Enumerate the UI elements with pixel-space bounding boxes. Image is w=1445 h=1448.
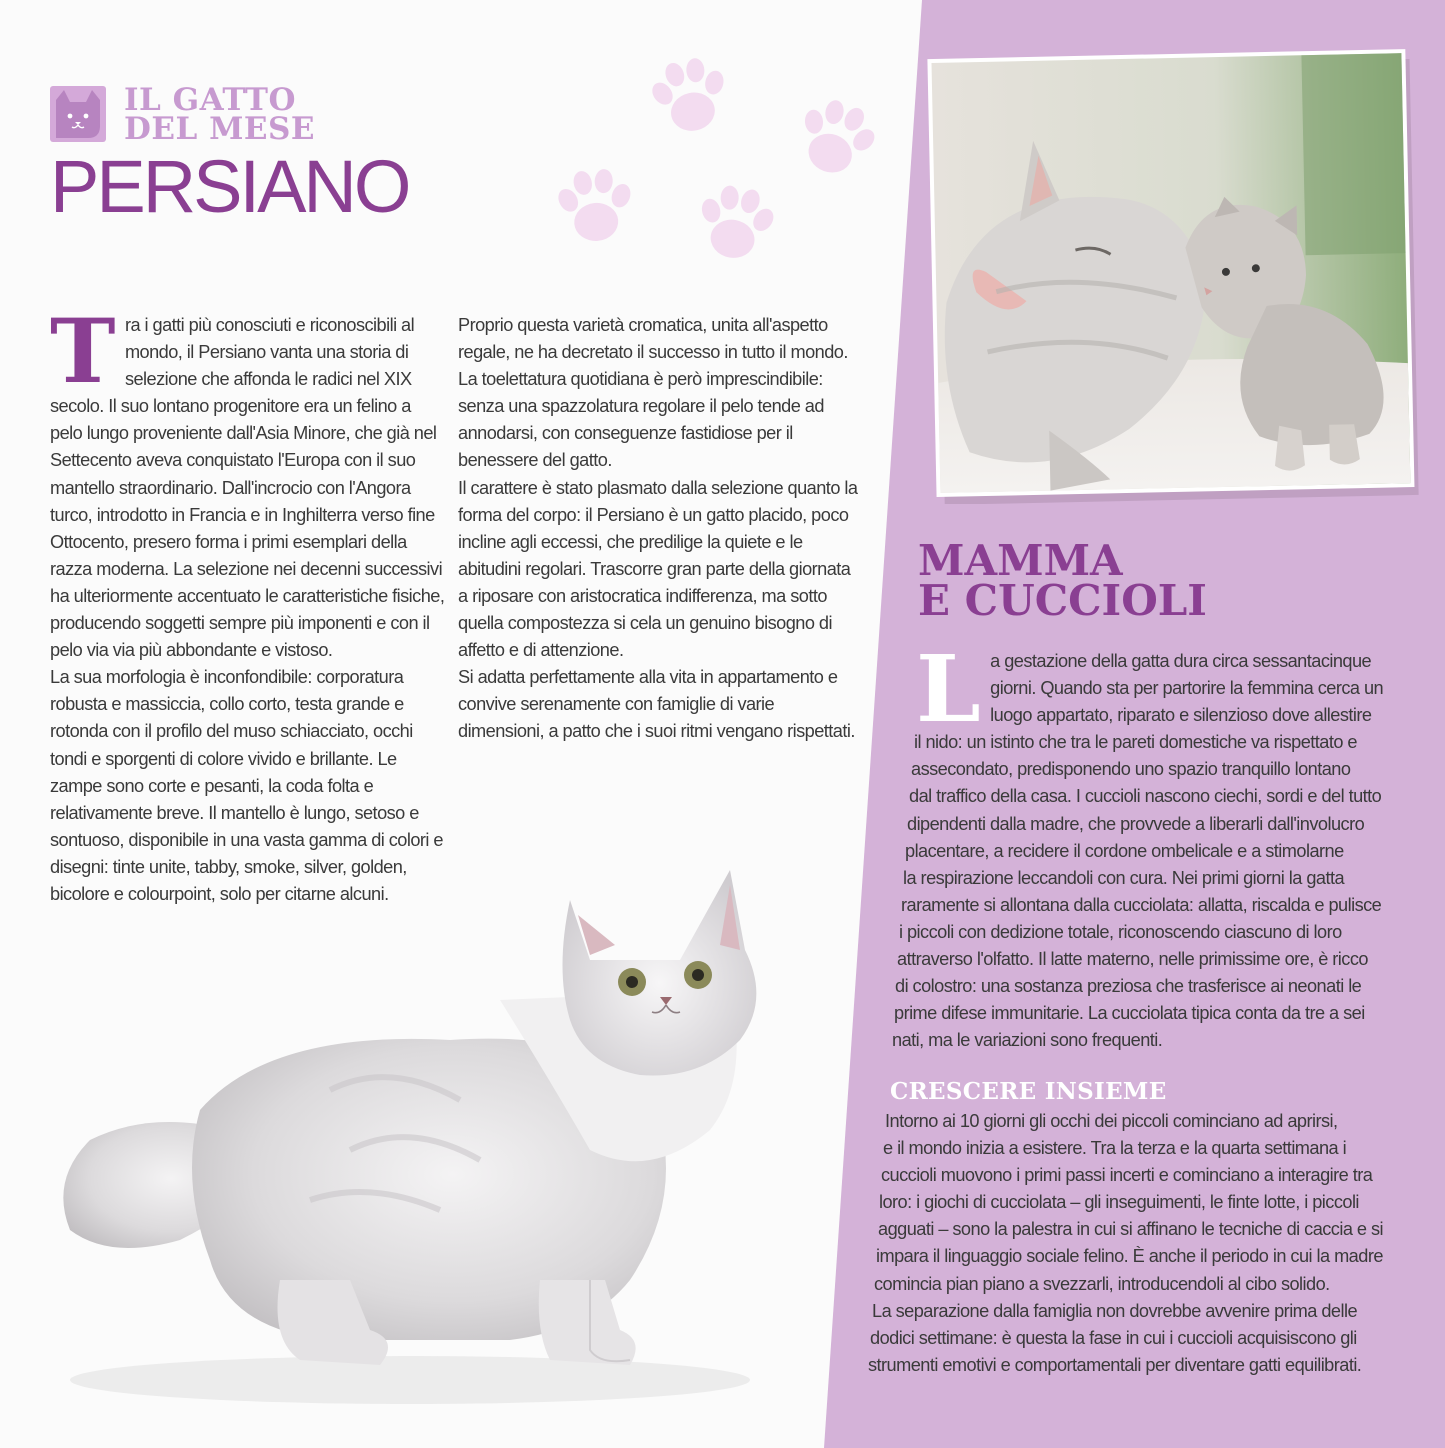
- text-line: impara il linguaggio sociale felino. È anche il periodo in cui la madre: [876, 1246, 1383, 1267]
- text-line: placentare, a recidere il cordone ombelicale e a stimolarne: [905, 840, 1344, 861]
- text-line: cuccioli muovono i primi passi incerti e cominciano a interagire tra: [881, 1165, 1373, 1186]
- text-line: mondo, il Persiano vanta una storia di: [124, 342, 409, 363]
- text-line: raramente si allontana dalla cucciolata: allatta, riscalda e pulisce: [901, 894, 1382, 915]
- article-paragraph: La sua morfologia è inconfondibile: corporatura robusta e massiccia, collo corto, testa grande e rotonda con il profilo del muso schiacciato, occhi tondi e sporgenti di colore vivido e brillante. Le zampe sono corte e pesanti, la coda folta e relativamente breve. Il mantello è lungo, setoso e sontuoso, disponibile in una vasta gamma di colori e disegni: tinte unite, tabby, smoke, silver, golden, bicolore e colourpoint, solo per citarne alcuni.: [50, 667, 443, 904]
- article-column-2: [458, 312, 858, 746]
- text-line: dal traffico della casa. I cuccioli nascono ciechi, sordi e del tutto: [909, 786, 1382, 807]
- text-line: la respirazione leccandoli con cura. Nei primi giorni la gatta: [903, 867, 1345, 888]
- sidebar-text: [888, 635, 1408, 1054]
- text-line: strumenti emotivi e comportamentali per diventare gatti equilibrati.: [868, 1354, 1362, 1375]
- text-line: Intorno ai 10 giorni gli occhi dei piccoli cominciano ad aprirsi,: [885, 1111, 1338, 1131]
- cat-head-icon: [50, 86, 106, 142]
- text-line: comincia pian piano a svezzarli, introducendoli al cibo solido.: [874, 1273, 1330, 1294]
- sidebar-title-line-1: MAMMA: [918, 536, 1123, 585]
- text-line: nati, ma le variazioni sono frequenti.: [892, 1030, 1163, 1051]
- text-line: agguati – sono la palestra in cui si affinano le tecniche di caccia e si: [878, 1219, 1384, 1240]
- article-column-1: [50, 299, 446, 908]
- text-run: secolo. Il suo lontano progenitore era un felino a pelo lungo proveniente dall'Asia Minore, che già nel Settecento aveva conquistato l'Europa con il suo mantello straordinario. Dall'incrocio con l'Angora turco, introdotto in Francia e in Inghilterra verso fine Ottocento, presero forma i primi esemplari della razza moderna. La selezione nei decenni successivi ha ulteriormente accentuato le caratteristiche fisiche, producendo soggetti sempre più imponenti e con il pelo via via più abbondante e vistoso.: [50, 396, 445, 661]
- text-line: luogo appartato, riparato e silenzioso dove allestire: [990, 705, 1372, 726]
- paw-print-icon: [540, 30, 900, 290]
- text-line: loro: i giochi di cucciolata – gli inseguimenti, le finte lotte, i piccoli: [879, 1192, 1359, 1213]
- text-line: ra i gatti più conosciuti e riconoscibili al: [124, 315, 415, 335]
- kicker-line-1: IL GATTO: [124, 82, 296, 118]
- sidebar-subtext: [868, 1108, 1408, 1379]
- text-line: attraverso l'olfatto. Il latte materno, nelle primissime ore, è ricco: [897, 949, 1368, 970]
- text-line: dodici settimane: è questa la fase in cui i cuccioli acquisiscono gli: [870, 1327, 1357, 1348]
- article-paragraph: [50, 299, 446, 664]
- text-line: i piccoli con dedizione totale, riconoscendo ciascuno di loro: [899, 921, 1342, 942]
- drop-cap: T: [50, 299, 115, 403]
- text-line: a gestazione della gatta dura circa sessantacinque: [990, 651, 1372, 671]
- text-line: assecondato, predisponendo uno spazio tranquillo lontano: [911, 759, 1351, 780]
- text-line: La separazione dalla famiglia non dovrebbe avvenire prima delle: [872, 1300, 1358, 1321]
- text-line: selezione che affonda le radici nel XIX: [124, 369, 412, 390]
- mother-kitten-photo: [926, 48, 1420, 504]
- section-kicker: [124, 82, 316, 147]
- text-line: il nido: un istinto che tra le pareti domestiche va rispettato e: [914, 732, 1357, 753]
- text-line: e il mondo inizia a esistere. Tra la terza e la quarta settimana i: [883, 1138, 1347, 1159]
- page-title: PERSIANO: [50, 145, 409, 228]
- text-line: dipendenti dalla madre, che provvede a liberarli dall'involucro: [907, 813, 1365, 834]
- sidebar-title: [918, 536, 1207, 625]
- article-paragraph: Il carattere è stato plasmato dalla selezione quanto la forma del corpo: il Persiano è un gatto placido, poco incline agli eccessi, che predilige la quiete e le abitudini regolari. Trascorre gran parte della giornata a riposare con aristocratica indifferenza, ma sotto quella compostezza si cela un genuino bisogno di affetto e di attenzione.: [458, 477, 858, 661]
- text-line: giorni. Quando sta per partorire la femmina cerca un: [990, 678, 1384, 699]
- sidebar-subtitle: CRESCERE INSIEME: [890, 1078, 1167, 1105]
- drop-cap: L: [916, 635, 981, 743]
- article-paragraph: Si adatta perfettamente alla vita in appartamento e convive serenamente con famiglie di varie dimensioni, a patto che i suoi ritmi vengano rispettati.: [458, 667, 855, 742]
- text-line: prime difese immunitarie. La cucciolata tipica conta da tre a sei: [894, 1003, 1365, 1024]
- persian-cat-photo: [30, 860, 790, 1420]
- text-line: di colostro: una sostanza preziosa che trasferisce ai neonati le: [895, 976, 1362, 997]
- article-paragraph: Proprio questa varietà cromatica, unita all'aspetto regale, ne ha decretato il successo in tutto il mondo. La toelettatura quotidiana è però imprescindibile: senza una spazzolatura regolare il pelo tende ad annodarsi, con conseguenze fastidiose per il benessere del gatto.: [458, 315, 848, 471]
- sidebar-title-line-2: E CUCCIOLI: [918, 576, 1207, 625]
- kicker-line-2: DEL MESE: [124, 111, 316, 147]
